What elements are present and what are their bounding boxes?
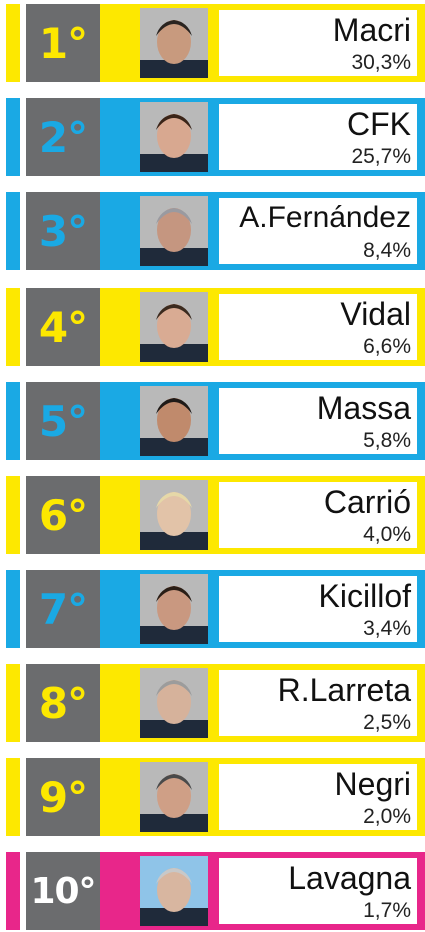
ranking-row (0, 852, 425, 930)
row-color-stripe (6, 98, 20, 176)
row-color-stripe (6, 758, 20, 836)
candidate-name: Kicillof (318, 578, 411, 614)
candidate-percentage: 4,0% (363, 523, 411, 546)
candidate-percentage: 1,7% (363, 899, 411, 922)
candidate-name: Massa (316, 390, 411, 426)
ranking-row (0, 664, 425, 742)
candidate-photo (140, 8, 208, 78)
row-color-stripe (6, 852, 20, 930)
row-color-stripe (6, 382, 20, 460)
ranking-row (0, 758, 425, 836)
candidate-percentage: 3,4% (363, 617, 411, 640)
rank-label: 9° (26, 758, 100, 836)
ranking-row (0, 570, 425, 648)
ranking-row (0, 382, 425, 460)
candidate-photo (140, 668, 208, 738)
candidate-card (217, 574, 419, 644)
row-color-stripe (6, 192, 20, 270)
rank-label: 2° (26, 98, 100, 176)
ranking-row (0, 192, 425, 270)
candidate-percentage: 6,6% (363, 335, 411, 358)
ranking-row (0, 4, 425, 82)
rank-label: 8° (26, 664, 100, 742)
row-color-stripe (6, 4, 20, 82)
candidate-photo (140, 386, 208, 456)
candidate-photo (140, 762, 208, 832)
candidate-percentage: 8,4% (363, 239, 411, 262)
candidate-name: CFK (347, 106, 411, 142)
candidate-name: Lavagna (288, 860, 411, 896)
candidate-card (217, 762, 419, 832)
row-color-stripe (6, 476, 20, 554)
candidate-card (217, 292, 419, 362)
candidate-name: Carrió (323, 484, 411, 520)
candidate-card (217, 8, 419, 78)
candidate-card (217, 386, 419, 456)
candidate-card (217, 102, 419, 172)
candidate-name: Macri (332, 12, 411, 48)
candidate-percentage: 2,5% (363, 711, 411, 734)
candidate-card (217, 196, 419, 266)
candidate-photo (140, 574, 208, 644)
candidate-name: R.Larreta (277, 672, 411, 708)
candidate-percentage: 25,7% (351, 145, 411, 168)
candidate-card (217, 480, 419, 550)
rank-label: 4° (26, 288, 100, 366)
candidate-photo (140, 856, 208, 926)
candidate-name: Vidal (340, 296, 411, 332)
rank-label: 5° (26, 382, 100, 460)
candidate-photo (140, 102, 208, 172)
candidate-card (217, 668, 419, 738)
candidate-photo (140, 196, 208, 266)
candidate-name: A.Fernández (239, 201, 411, 234)
candidate-photo (140, 292, 208, 362)
rank-label: 7° (26, 570, 100, 648)
candidate-percentage: 30,3% (351, 51, 411, 74)
candidate-card (217, 856, 419, 926)
candidate-percentage: 5,8% (363, 429, 411, 452)
ranking-row (0, 288, 425, 366)
ranking-row (0, 476, 425, 554)
rank-label: 1° (26, 4, 100, 82)
ranking-row (0, 98, 425, 176)
candidate-percentage: 2,0% (363, 805, 411, 828)
rank-label: 10° (26, 852, 100, 930)
candidate-photo (140, 480, 208, 550)
row-color-stripe (6, 664, 20, 742)
rank-label: 6° (26, 476, 100, 554)
row-color-stripe (6, 570, 20, 648)
candidate-name: Negri (334, 766, 411, 802)
row-color-stripe (6, 288, 20, 366)
rank-label: 3° (26, 192, 100, 270)
